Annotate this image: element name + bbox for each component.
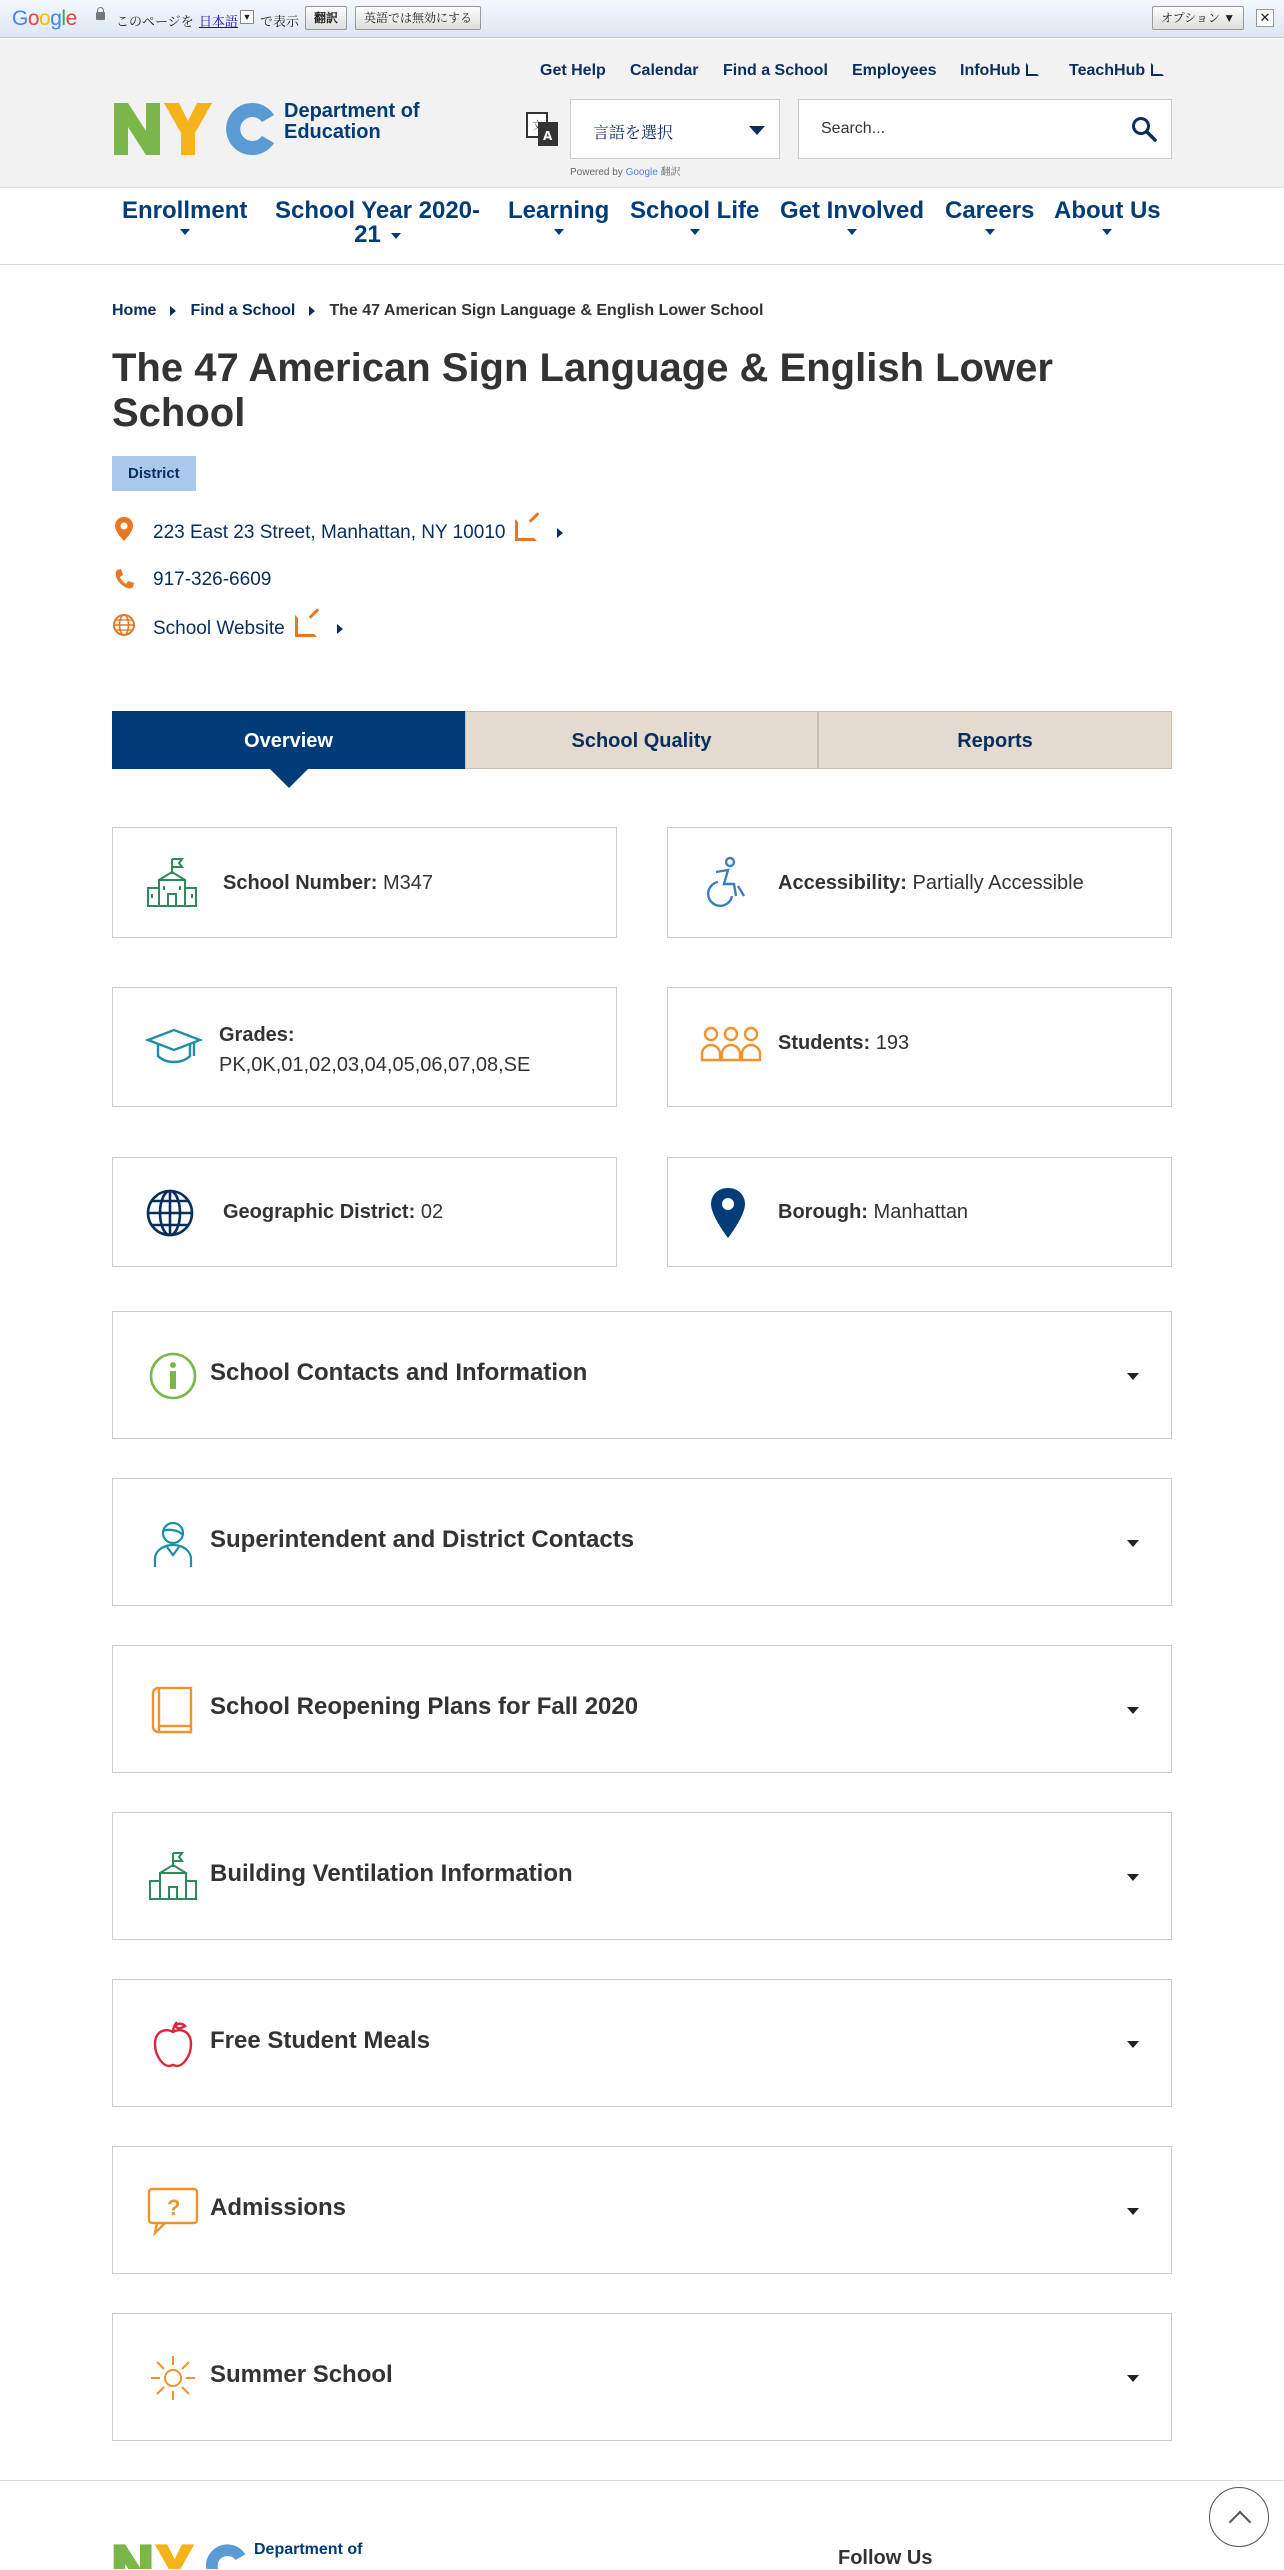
accordion-student-meals[interactable] — [112, 1979, 1172, 2107]
logo-text: Department of Education — [284, 100, 420, 143]
util-nav-infohub[interactable]: InfoHub — [960, 62, 1039, 80]
nyc-logo-icon — [112, 2541, 252, 2569]
accessibility-value: Partially Accessible — [912, 872, 1084, 894]
site-footer — [0, 2480, 1284, 2568]
accordion-title: Summer School — [210, 2361, 393, 2388]
language-dropdown-icon[interactable]: ▼ — [240, 10, 254, 24]
svg-text:?: ? — [167, 2195, 181, 2220]
google-translate-bar — [0, 0, 1284, 38]
arrow-right-icon — [557, 528, 563, 538]
nav-enrollment[interactable]: Enrollment — [122, 199, 247, 235]
accessibility-label: Accessibility: — [778, 872, 907, 894]
sun-icon — [147, 2352, 199, 2404]
external-link-icon — [1151, 63, 1164, 76]
chevron-down-icon — [1127, 2041, 1139, 2048]
footer-logo-text: Department of — [254, 2541, 363, 2558]
google-logo: Google — [12, 7, 77, 30]
lock-icon — [96, 12, 105, 20]
tab-school-quality[interactable]: School Quality — [465, 711, 818, 769]
school-number-value: M347 — [383, 872, 434, 894]
accessibility-card — [667, 827, 1172, 938]
students-card — [667, 987, 1172, 1107]
chevron-down-icon — [1127, 2375, 1139, 2382]
external-link-icon — [295, 615, 317, 637]
accordion-title: Building Ventilation Information — [210, 1860, 573, 1887]
geographic-district-value: 02 — [420, 1201, 444, 1223]
accordion-school-contacts[interactable] — [112, 1311, 1172, 1439]
breadcrumb-find-a-school[interactable]: Find a School — [190, 302, 296, 319]
tab-overview[interactable]: Overview — [112, 711, 465, 769]
breadcrumb-arrow-icon — [170, 306, 176, 316]
accordion-ventilation[interactable] — [112, 1812, 1172, 1940]
accordion-admissions[interactable] — [112, 2146, 1172, 2274]
external-link-icon — [515, 519, 537, 541]
util-nav-calendar[interactable]: Calendar — [630, 62, 699, 79]
school-number-card — [112, 827, 617, 938]
students-icon — [700, 1024, 762, 1070]
chevron-down-icon — [749, 126, 765, 135]
close-icon[interactable]: ✕ — [1256, 9, 1274, 27]
accordion-title: School Reopening Plans for Fall 2020 — [210, 1693, 639, 1720]
translate-prefix: このページを — [116, 14, 194, 29]
borough-value: Manhattan — [873, 1201, 969, 1223]
nav-about-us[interactable]: About Us — [1054, 199, 1161, 235]
map-pin-icon — [708, 1186, 748, 1240]
util-nav-get-help[interactable]: Get Help — [540, 62, 606, 79]
breadcrumb-home[interactable]: Home — [112, 302, 157, 319]
book-icon — [147, 1684, 199, 1736]
question-bubble-icon — [147, 2185, 199, 2237]
translate-icon — [526, 112, 560, 148]
breadcrumb-current: The 47 American Sign Language & English Lower School — [329, 302, 764, 319]
grades-value: PK,0K,01,02,03,04,05,06,07,08,SE — [219, 1054, 531, 1076]
chevron-down-icon — [847, 229, 857, 235]
accordion-summer-school[interactable] — [112, 2313, 1172, 2441]
accordion-title: Admissions — [210, 2194, 347, 2221]
school-building-icon — [147, 1851, 199, 1903]
students-value: 193 — [875, 1032, 910, 1054]
breadcrumb — [112, 302, 764, 320]
chevron-down-icon — [180, 229, 190, 235]
graduation-cap-icon — [145, 1026, 203, 1068]
accordion-title: Free Student Meals — [210, 2027, 431, 2054]
translate-suffix: で表示 — [260, 14, 300, 29]
phone-icon — [112, 566, 136, 592]
search-input[interactable]: Search... — [798, 99, 1172, 159]
chevron-down-icon — [1127, 1874, 1139, 1881]
util-nav-find-a-school[interactable]: Find a School — [723, 62, 828, 79]
search-icon[interactable] — [1131, 116, 1157, 142]
students-label: Students: — [778, 1032, 871, 1054]
geographic-district-label: Geographic District: — [223, 1201, 416, 1223]
translate-options-button[interactable]: オプション ▼ — [1152, 6, 1244, 30]
svg-text:文: 文 — [532, 119, 543, 132]
svg-text:A: A — [543, 129, 553, 143]
chevron-down-icon — [690, 229, 700, 235]
nav-school-life[interactable]: School Life — [630, 199, 759, 235]
apple-icon — [147, 2018, 199, 2070]
person-icon — [147, 1517, 199, 1569]
accordion-title: Superintendent and District Contacts — [210, 1526, 635, 1553]
school-building-icon — [145, 856, 199, 910]
grades-label: Grades: — [219, 1024, 295, 1046]
breadcrumb-arrow-icon — [309, 306, 315, 316]
back-to-top-button[interactable] — [1209, 2487, 1269, 2547]
borough-label: Borough: — [778, 1201, 868, 1223]
tabs — [112, 711, 1172, 769]
nyc-logo-icon — [112, 99, 282, 157]
borough-card — [667, 1157, 1172, 1267]
chevron-down-icon — [1102, 229, 1112, 235]
nav-learning[interactable]: Learning — [508, 199, 609, 235]
util-nav-employees[interactable]: Employees — [852, 62, 937, 79]
chevron-down-icon — [985, 229, 995, 235]
accordion-title: School Contacts and Information — [210, 1359, 588, 1386]
nav-get-involved[interactable]: Get Involved — [780, 199, 924, 235]
util-nav-teachhub[interactable]: TeachHub — [1069, 62, 1164, 80]
chevron-down-icon — [1127, 1707, 1139, 1714]
chevron-down-icon — [1127, 1373, 1139, 1380]
school-number-label: School Number: — [223, 872, 378, 894]
page-title: The 47 American Sign Language & English Lower School — [112, 346, 1053, 435]
chevron-down-icon — [391, 233, 401, 239]
nav-careers[interactable]: Careers — [945, 199, 1034, 235]
main-nav — [0, 189, 1284, 265]
chevron-down-icon — [1127, 1540, 1139, 1547]
geographic-district-card — [112, 1157, 617, 1267]
translate-language-link[interactable]: 日本語 — [199, 14, 239, 29]
language-select[interactable]: 言語を選択 — [570, 99, 780, 159]
chevron-down-icon — [554, 229, 564, 235]
accessibility-icon — [700, 856, 750, 910]
info-icon — [147, 1350, 199, 1402]
external-link-icon — [1026, 63, 1039, 76]
powered-by-google: Powered by Google 翻訳 — [570, 167, 681, 178]
district-badge: District — [112, 456, 196, 491]
nav-school-year[interactable]: School Year 2020- 21 — [275, 197, 481, 248]
follow-us-heading: Follow Us — [838, 2547, 933, 2569]
grades-card — [112, 987, 617, 1107]
chevron-down-icon — [1127, 2208, 1139, 2215]
disable-translate-button[interactable]: 英語では無効にする — [355, 6, 481, 30]
footer-logo[interactable] — [112, 2541, 432, 2569]
nyc-doe-logo[interactable] — [112, 99, 432, 157]
globe-icon — [145, 1188, 195, 1238]
translate-button[interactable]: 翻訳 — [305, 6, 347, 30]
map-pin-icon — [112, 516, 136, 542]
arrow-right-icon — [337, 624, 343, 634]
globe-icon — [112, 612, 136, 638]
accordion-superintendent[interactable] — [112, 1478, 1172, 1606]
tab-reports[interactable]: Reports — [818, 711, 1172, 769]
accordion-reopening-plans[interactable] — [112, 1645, 1172, 1773]
